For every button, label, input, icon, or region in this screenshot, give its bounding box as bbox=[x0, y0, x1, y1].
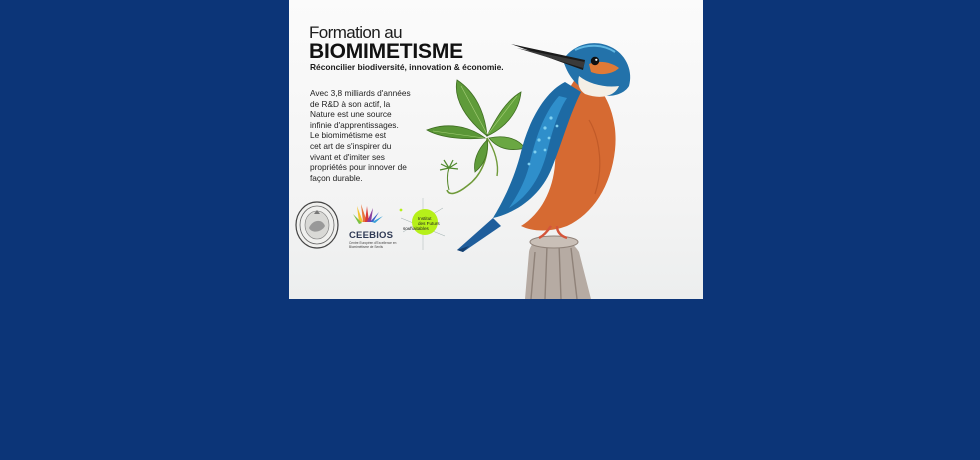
body-line: cet art de s'inspirer du bbox=[310, 140, 392, 151]
futurs-souhaitables-logo bbox=[397, 198, 449, 250]
flyer-title-line2: BIOMIMETISME bbox=[309, 40, 463, 63]
body-line: Avec 3,8 milliards d'années bbox=[310, 88, 411, 98]
body-line: Le biomimétisme est bbox=[310, 130, 387, 141]
body-line: de R&D à son actif, la bbox=[310, 98, 391, 109]
formation-flyer bbox=[289, 0, 703, 299]
plant-illustration bbox=[427, 80, 525, 193]
flyer-title-line1: Formation au bbox=[309, 23, 402, 42]
perch-log bbox=[525, 236, 591, 299]
body-line: vivant et d'imiter ses bbox=[310, 151, 385, 162]
body-line: infinie d'apprentissages. bbox=[310, 119, 399, 130]
svg-text:souhaitables: souhaitables bbox=[403, 226, 429, 231]
museum-seal-logo bbox=[294, 200, 340, 250]
svg-text:Institut: Institut bbox=[418, 216, 432, 221]
ceebios-name: CEEBIOS bbox=[349, 230, 394, 241]
kingfisher-illustration bbox=[289, 0, 703, 299]
body-line: Nature est une source bbox=[310, 109, 392, 120]
ceebios-tagline: Centre Européen d'Excellence en Biomimétisme de Senlis bbox=[349, 241, 397, 249]
body-line: façon durable. bbox=[310, 172, 363, 183]
flyer-subtitle: Réconcilier biodiversité, innovation & économie. bbox=[310, 62, 504, 72]
body-line: propriétés pour innover de bbox=[310, 162, 407, 173]
svg-text:des Futurs: des Futurs bbox=[418, 221, 440, 226]
